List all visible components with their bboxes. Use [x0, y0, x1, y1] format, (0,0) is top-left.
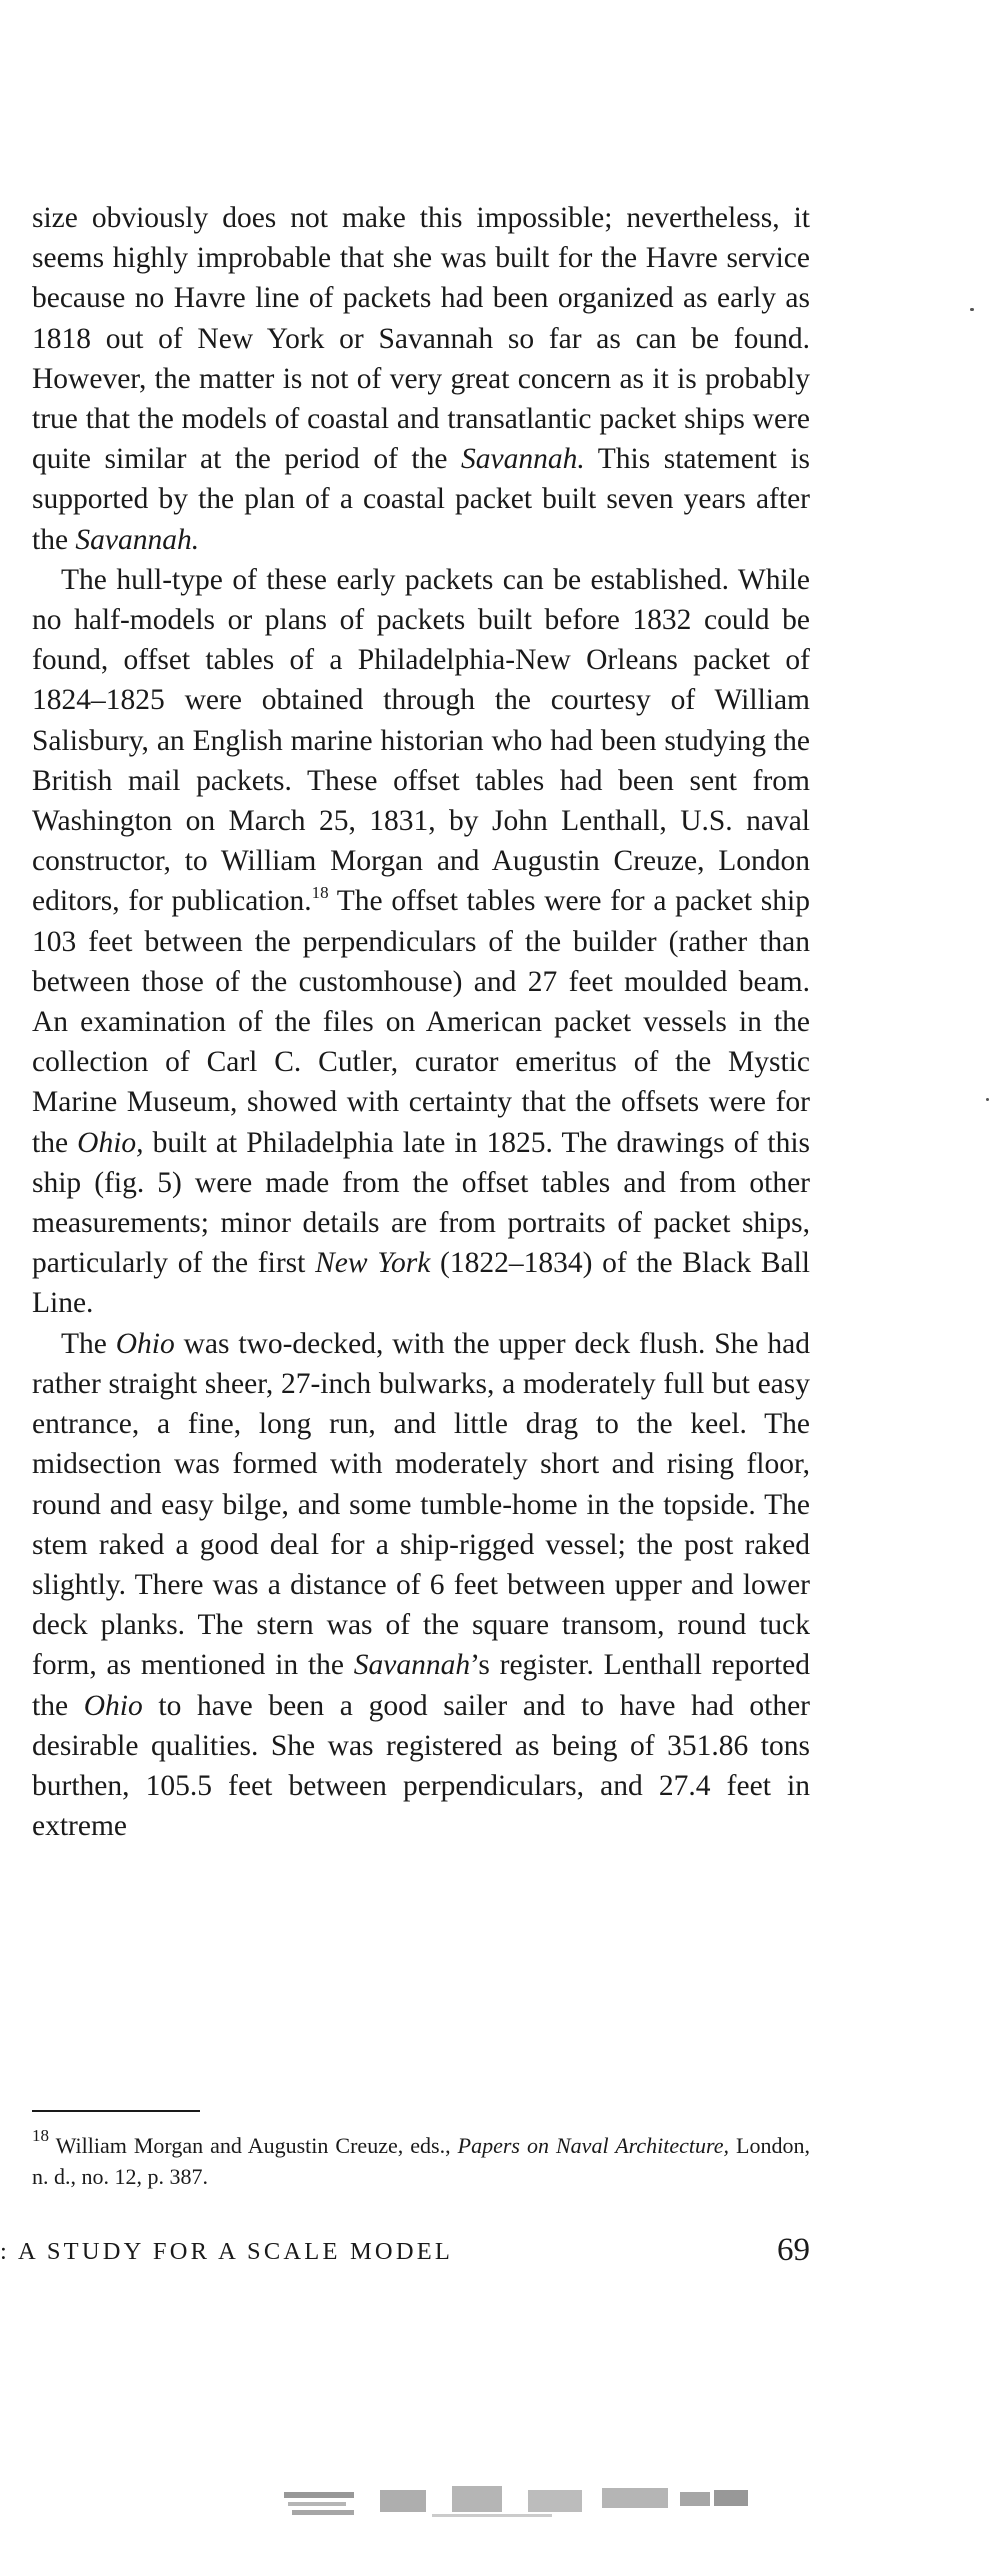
- library-stamp-image: [282, 2478, 822, 2524]
- text-run: The: [61, 1327, 116, 1360]
- text-run: to have been a good sailer and to have had other desirable qualities. She was registered as being of 351.86 tons burthen, 105.5 feet between perpendiculars, and 27.4 feet in extreme: [32, 1689, 810, 1843]
- paragraph-3: [32, 1324, 810, 1847]
- text-run: This statement is supported by the plan of a coastal packet built seven years after the: [32, 443, 810, 556]
- paragraph-2: [32, 560, 810, 1324]
- body-text: [32, 198, 810, 1846]
- italic-text: New York: [315, 1247, 431, 1280]
- text-run: The hull-type of these early packets can be established. While no half-models or plans of packets built before 1832 could be found, offset tables of a Philadelphia-New Orleans packet of 1824–1825 were obtained through the courtesy of William Salisbury, an English marine historian who had been studying the British mail packets. These offset tables had been sent from Washington on March 25, 1831, by John Lenthall, U.S. naval constructor, to William Morgan and Augustin Creuze, London editors, for publication.: [32, 563, 810, 918]
- italic-text: Ohio,: [77, 1126, 144, 1159]
- italic-text: Ohio: [83, 1689, 143, 1722]
- italic-text: Ohio: [115, 1327, 175, 1360]
- italic-text: Savannah.: [75, 523, 200, 556]
- text-run: built at Philadelphia late in 1825. The drawings of this ship (fig. 5) were made from the offset tables and from other measurements; minor details are from portraits of packet ships, particularly of the first: [32, 1126, 810, 1280]
- text-run: (1822–1834) of the Black Ball Line.: [32, 1247, 810, 1320]
- running-footer: [0, 2232, 810, 2276]
- footnote: [32, 2126, 810, 2192]
- text-run: size obviously does not make this impossible; nevertheless, it seems highly improbable that she was built for the Havre service because no Havre line of packets had been organized as early as 1818 out of New York or Savannah so far as can be found. However, the matter is not of very great concern as it is probably true that the models of coastal and transatlantic packet ships were quite similar at the period of the: [32, 202, 810, 476]
- text-run: The offset tables were for a packet ship 103 feet between the perpendiculars of the builder (rather than between those of the customhouse) and 27 feet moulded beam. An examination of the files on American packet vessels in the collection of Carl C. Cutler, curator emeritus of the Mystic Marine Museum, showed with certainty that the offsets were for the: [32, 885, 810, 1159]
- footnote-marker: 18: [32, 2126, 49, 2146]
- italic-text: Savannah: [353, 1649, 471, 1682]
- scan-speck: [986, 1098, 989, 1101]
- scan-speck: [970, 308, 974, 311]
- running-title: : A STUDY FOR A SCALE MODEL: [0, 2238, 454, 2265]
- text-run: was two-decked, with the upper deck flush. She had rather straight sheer, 27-inch bulwarks, a moderately full but easy entrance, a fine, long run, and little drag to the keel. The midsection was formed with moderately short and rising floor, round and easy bilge, and some tumble-home in the topside. The stem raked a good deal for a ship-rigged vessel; the post raked slightly. There was a distance of 6 feet between upper and lower deck planks. The stern was of the square transom, round tuck form, as mentioned in the: [32, 1327, 810, 1682]
- text-run: ’s register. Lenthall reported the: [32, 1649, 810, 1722]
- text-run: William Morgan and Augustin Creuze, eds.,: [49, 2133, 458, 2158]
- text-run: London, n. d., no. 12, p. 387.: [32, 2133, 810, 2189]
- footnote-text: [32, 2133, 810, 2189]
- paragraph-1: [32, 198, 810, 560]
- footnote-reference: 18: [311, 883, 329, 903]
- page-number: 69: [777, 2232, 810, 2268]
- italic-text: Papers on Naval Architecture,: [457, 2133, 730, 2158]
- footnote-divider: [32, 2110, 200, 2112]
- italic-text: Savannah.: [461, 443, 585, 476]
